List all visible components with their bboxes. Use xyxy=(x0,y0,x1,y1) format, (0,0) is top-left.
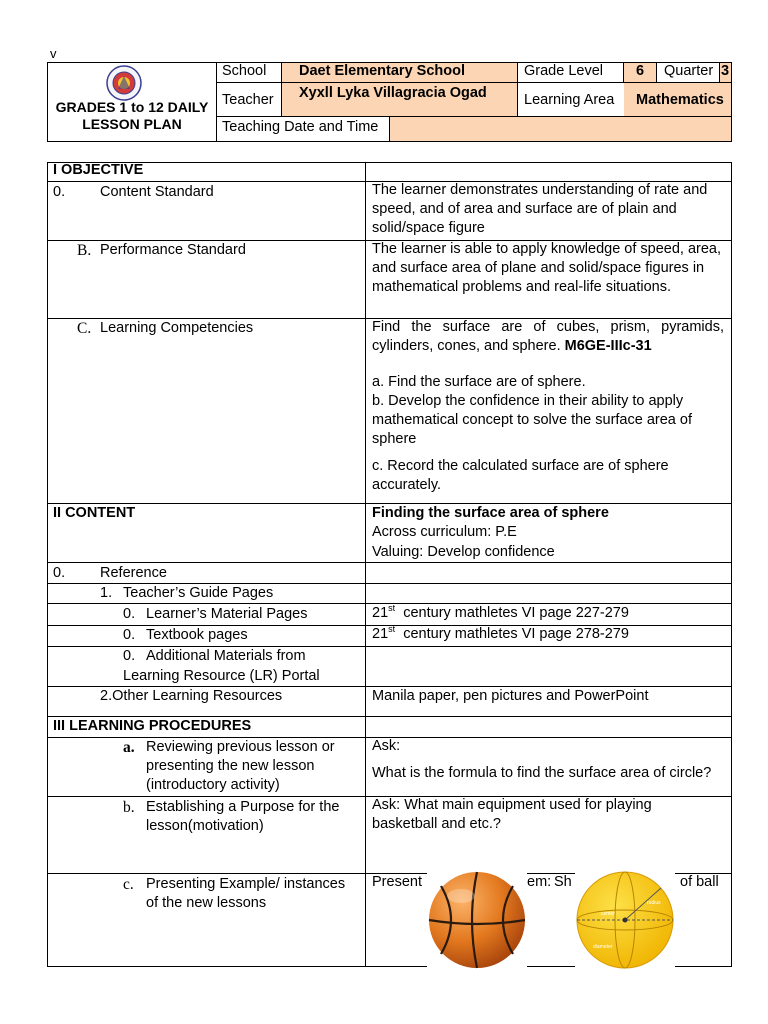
procedure-a-label: Reviewing previous lesson or presenting the new lesson (introductory activity) xyxy=(146,739,335,793)
competency-c: c. Record the calculated surface are of sphere accurately. xyxy=(372,458,669,493)
other-resources-value: Manila paper, pen pictures and PowerPoint xyxy=(372,688,649,704)
teacher-value: Xyxll Lyka Villagracia Ogad xyxy=(299,85,487,101)
procedure-b-text: Ask: What main equipment used for playing basketball and etc.? xyxy=(372,797,652,832)
performance-standard-label: Performance Standard xyxy=(100,242,246,258)
learners-material-value: 21st century mathletes VI page 227-279 xyxy=(372,603,629,621)
performance-standard-number: B. xyxy=(77,242,92,259)
learners-material-label: Learner’s Material Pages xyxy=(146,606,308,622)
content-topic: Finding the surface area of sphere xyxy=(372,505,609,521)
sphere-icon xyxy=(575,870,675,970)
performance-standard-text: The learner is able to apply knowledge of speed, area, and surface area of plane and solid/space figures in mathematical problems and real-life situations. xyxy=(372,241,722,295)
procedures-heading: III LEARNING PROCEDURES xyxy=(53,718,252,734)
grade-level-value: 6 xyxy=(636,63,645,79)
textbook-value: 21st century mathletes VI page 278-279 xyxy=(372,624,629,642)
learning-area-label: Learning Area xyxy=(524,92,615,108)
deped-seal-icon xyxy=(104,63,144,103)
reference-label: Reference xyxy=(100,565,167,581)
lesson-plan-title: GRADES 1 to 12 DAILY LESSON PLAN xyxy=(55,99,209,132)
content-standard-label: Content Standard xyxy=(100,184,214,200)
procedure-c-text-2: em: xyxy=(527,874,552,890)
procedure-b-label: Establishing a Purpose for the lesson(motivation) xyxy=(146,799,340,834)
additional-materials-label-1: Additional Materials from xyxy=(146,648,306,664)
procedure-c-number: c. xyxy=(123,876,134,893)
valuing: Valuing: Develop confidence xyxy=(372,544,555,560)
competencies-label: Learning Competencies xyxy=(100,320,254,336)
procedure-c-text-1: Present xyxy=(372,874,422,890)
procedure-a-ask: Ask: xyxy=(372,738,401,754)
objective-heading: I OBJECTIVE xyxy=(53,162,144,178)
basketball-icon xyxy=(427,870,527,970)
sphere-diameter-label: diameter xyxy=(593,944,613,950)
content-standard-text: The learner demonstrates understanding of rate and speed, and of area and surface are of plain and solid/space figure xyxy=(372,182,708,236)
procedure-c-text-4: of ball xyxy=(680,874,719,890)
sphere-diagram xyxy=(575,870,675,970)
corner-mark: v xyxy=(50,46,57,61)
textbook-label: Textbook pages xyxy=(146,627,248,643)
school-value: Daet Elementary School xyxy=(299,63,465,79)
grade-level-label: Grade Level xyxy=(524,63,603,79)
additional-materials-number: 0. xyxy=(123,648,136,664)
procedure-a-number: a. xyxy=(123,739,135,756)
procedure-c-text-3: Sh xyxy=(554,874,572,890)
teacher-label: Teacher xyxy=(222,92,274,108)
additional-materials-label-2: Learning Resource (LR) Portal xyxy=(123,668,320,684)
other-resources-label: 2.Other Learning Resources xyxy=(100,688,283,704)
quarter-value: 3 xyxy=(721,63,730,79)
teachers-guide-number: 1. xyxy=(100,585,113,601)
sphere-center-label: center xyxy=(601,911,615,917)
quarter-label: Quarter xyxy=(664,63,714,79)
reference-number: 0. xyxy=(53,565,66,581)
basketball-image xyxy=(427,870,527,970)
content-standard-number: 0. xyxy=(53,184,66,200)
teachers-guide-label: Teacher’s Guide Pages xyxy=(123,585,274,601)
across-curriculum: Across curriculum: P.E xyxy=(372,524,517,540)
procedure-a-question: What is the formula to find the surface area of circle? xyxy=(372,765,712,781)
school-label: School xyxy=(222,63,267,79)
competency-a: a. Find the surface are of sphere. xyxy=(372,374,586,390)
teaching-date-label: Teaching Date and Time xyxy=(222,119,379,135)
competency-b: b. Develop the confidence in their ability to apply mathematical concept to solve the surface area of sphere xyxy=(372,393,692,447)
learners-material-number: 0. xyxy=(123,606,136,622)
procedure-c-label: Presenting Example/ instances of the new lessons xyxy=(146,876,346,911)
learning-area-value: Mathematics xyxy=(636,92,724,108)
sphere-radius-label: radius xyxy=(647,900,661,906)
competencies-text: Find the surface are of cubes, prism, pyramids, cylinders, cones, and sphere. M6GE-IIIc-31 xyxy=(372,319,724,354)
content-heading: II CONTENT xyxy=(53,505,136,521)
textbook-number: 0. xyxy=(123,627,136,643)
competency-code: M6GE-IIIc-31 xyxy=(564,338,652,354)
procedure-b-number: b. xyxy=(123,799,135,816)
competencies-number: C. xyxy=(77,320,92,337)
